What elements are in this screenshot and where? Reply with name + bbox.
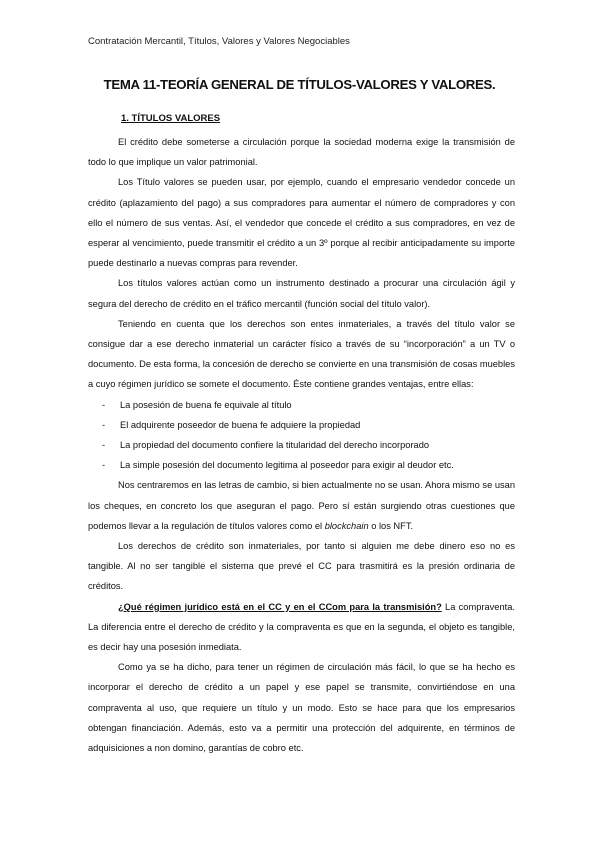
list-item-text: El adquirente poseedor de buena fe adquiere la propiedad <box>120 419 361 430</box>
list-item <box>88 415 515 435</box>
paragraph-6: Los derechos de crédito son inmateriales, por tanto si alguien me debe dinero eso no es tangible. Al no ser tangible el sistema que prevé el CC para trasmitirá es la presión ordinaria de créditos. <box>88 541 515 592</box>
list-item-text: La posesión de buena fe equivale al título <box>120 399 292 410</box>
bullet-marker: - <box>102 419 106 430</box>
paragraph-8: Como ya se ha dicho, para tener un régimen de circulación más fácil, lo que se ha hecho es incorporar el derecho de crédito a un papel y ese papel se transmite, convirtiéndose en una compraventa al uso, que requiere un título y un modo. Esto se hace para que los empresarios obtengan financiación. Además, esto va a permitir una protección del adquirente, en términos de adquisiciones a non domino, garantías de cobro etc. <box>88 662 515 754</box>
paragraph-7 <box>88 597 515 658</box>
paragraph-5 <box>88 475 515 536</box>
paragraph-1: El crédito debe someterse a circulación porque la sociedad moderna exige la transmisión de todo lo que implique un valor patrimonial. <box>88 137 515 168</box>
list-item-text: La simple posesión del documento legitima al poseedor para exigir al deudor etc. <box>120 460 454 471</box>
list-item <box>88 435 515 455</box>
chapter-title: TEMA 11-TEORÍA GENERAL DE TÍTULOS-VALORES Y VALORES. <box>103 77 496 92</box>
paragraph-7-text: La compraventa. La diferencia entre el derecho de crédito y la compraventa es que en la segunda, el objeto es tangible, es decir hay una posesión inmediata. <box>88 601 515 653</box>
bullet-marker: - <box>102 460 106 471</box>
list-item <box>88 455 515 475</box>
blockchain-term: blockchain <box>324 520 369 531</box>
advantages-list <box>88 395 515 476</box>
paragraph-5-text: Nos centraremos en las letras de cambio, si bien actualmente no se usan. Ahora mismo se usan los cheques, en concreto los que aseguran el pago. Pero sí están surgiendo otras cuestiones que podemos llevar a la regulación de títulos valores como el <box>88 480 515 531</box>
document-body <box>88 132 515 758</box>
paragraph-3: Los títulos valores actúan como un instrumento destinado a procurar una circulación ágil y segura del derecho de crédito en el tráfico mercantil (función social del título valor). <box>88 278 515 309</box>
section-heading: 1. TÍTULOS VALORES <box>121 113 221 124</box>
paragraph-4: Teniendo en cuenta que los derechos son entes inmateriales, a través del título valor se consigue dar a ese derecho inmaterial un carácter físico a través de su “incorporación” a un TV o documento. De esta forma, la concesión de derecho se convierte en una transmisión de cosas muebles a cuyo régimen jurídico se somete el documento. Éste contiene grandes ventajas, entre ellas: <box>88 318 515 390</box>
paragraph-2: Los Título valores se pueden usar, por ejemplo, cuando el empresario vendedor concede un crédito (aplazamiento del pago) a sus compradores para aumentar el número de compradores y con ello el número de sus ventas. Así, el vendedor que concede el crédito a sus compradores, en vez de esperar al vencimiento, puede transmitir el crédito a un 3º porque al recibir anticipadamente su importe puede destinarlo a nuevas compras para revender. <box>88 177 515 269</box>
list-item-text: La propiedad del documento confiere la titularidad del derecho incorporado <box>120 440 430 451</box>
list-item <box>88 395 515 415</box>
bullet-marker: - <box>102 399 106 410</box>
bullet-marker: - <box>102 440 106 451</box>
question-heading: ¿Qué régimen jurídico está en el CC y en el CCom para la transmisión? <box>118 601 442 612</box>
running-header: Contratación Mercantil, Títulos, Valores y Valores Negociables <box>88 36 350 47</box>
paragraph-5-end: o los NFT. <box>368 520 414 531</box>
